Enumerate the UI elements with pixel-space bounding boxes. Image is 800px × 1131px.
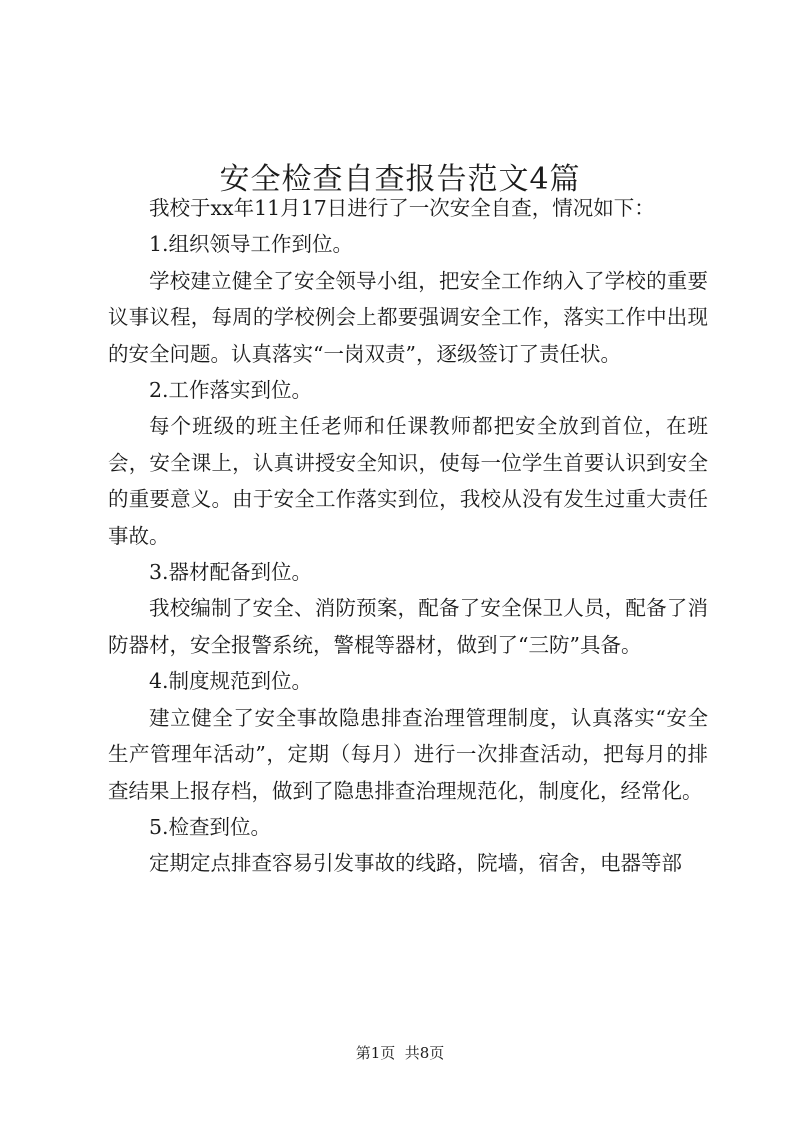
page-footer: 第1页 共8页 <box>355 1044 445 1062</box>
paragraph-regulations: 建立健全了安全事故隐患排查治理管理制度，认真落实“安全生产管理年活动”，定期（每月）进行一次排查活动，把每月的排查结果上报存档，做到了隐患排查治理规范化，制度化，经常化。 <box>108 705 708 803</box>
paragraph-implementation: 每个班级的班主任老师和任课教师都把安全放到首位，在班会，安全课上，认真讲授安全知识，使每一位学生首要认识到安全的重要意义。由于安全工作落实到位，我校从没有发生过重大责任事故。 <box>108 414 708 548</box>
paragraph-intro: 我校于xx年11月17日进行了一次安全自查，情况如下： <box>149 196 655 220</box>
paragraph-organization: 学校建立健全了安全领导小组，把安全工作纳入了学校的重要议事议程，每周的学校例会上都要强调安全工作，落实工作中出现的安全问题。认真落实“一岗双责”，逐级签订了责任状。 <box>108 268 708 366</box>
paragraph-equipment: 我校编制了安全、消防预案，配备了安全保卫人员，配备了消防器材，安全报警系统，警棍等器材，做到了“三防”具备。 <box>108 596 708 657</box>
heading-equipment: 3.器材配备到位。 <box>149 560 313 585</box>
heading-regulations: 4.制度规范到位。 <box>149 669 313 694</box>
document-title: 安全检查自查报告范文4篇 <box>219 162 581 198</box>
paragraph-inspection: 定期定点排查容易引发事故的线路，院墙，宿舍，电器等部 <box>149 851 682 876</box>
document-body <box>108 190 708 882</box>
heading-organization: 1.组织领导工作到位。 <box>149 232 354 257</box>
heading-inspection: 5.检查到位。 <box>149 814 272 839</box>
heading-implementation: 2.工作落实到位。 <box>149 378 313 403</box>
